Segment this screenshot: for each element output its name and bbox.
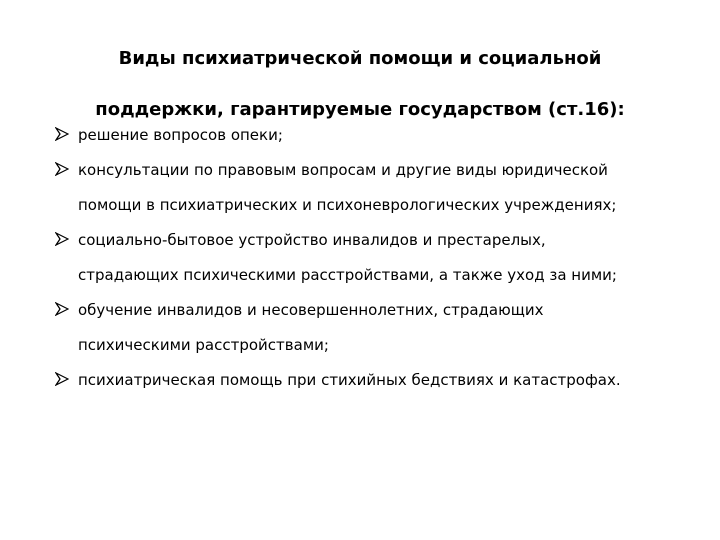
title-line: Виды психиатрической помощи и социальной xyxy=(118,48,602,69)
list-item-text: психическими расстройствами; xyxy=(78,336,329,354)
arrow-bullet-icon xyxy=(55,232,69,246)
list-item xyxy=(55,118,695,153)
list-item-text: обучение инвалидов и несовершеннолетних, страдающих xyxy=(78,301,544,319)
list-item xyxy=(55,153,695,223)
arrow-bullet-icon xyxy=(55,162,69,176)
list-item-text: страдающих психическими расстройствами, а также уход за ними; xyxy=(78,266,617,284)
title-line: поддержки, гарантируемые государством (ст.16): xyxy=(95,99,625,120)
list-item-text: психиатрическая помощь при стихийных бедствиях и катастрофах. xyxy=(78,371,621,389)
list-item-text: социально-бытовое устройство инвалидов и престарелых, xyxy=(78,231,546,249)
list-item xyxy=(55,223,695,293)
list-item xyxy=(55,293,695,363)
arrow-bullet-icon xyxy=(55,127,69,141)
bullet-list xyxy=(55,118,695,398)
list-item-text: консультации по правовым вопросам и другие виды юридической xyxy=(78,161,608,179)
arrow-bullet-icon xyxy=(55,302,69,316)
list-item xyxy=(55,363,695,398)
list-item-text: помощи в психиатрических и психоневрологических учреждениях; xyxy=(78,196,617,214)
arrow-bullet-icon xyxy=(55,372,69,386)
list-item-text: решение вопросов опеки; xyxy=(78,126,283,144)
